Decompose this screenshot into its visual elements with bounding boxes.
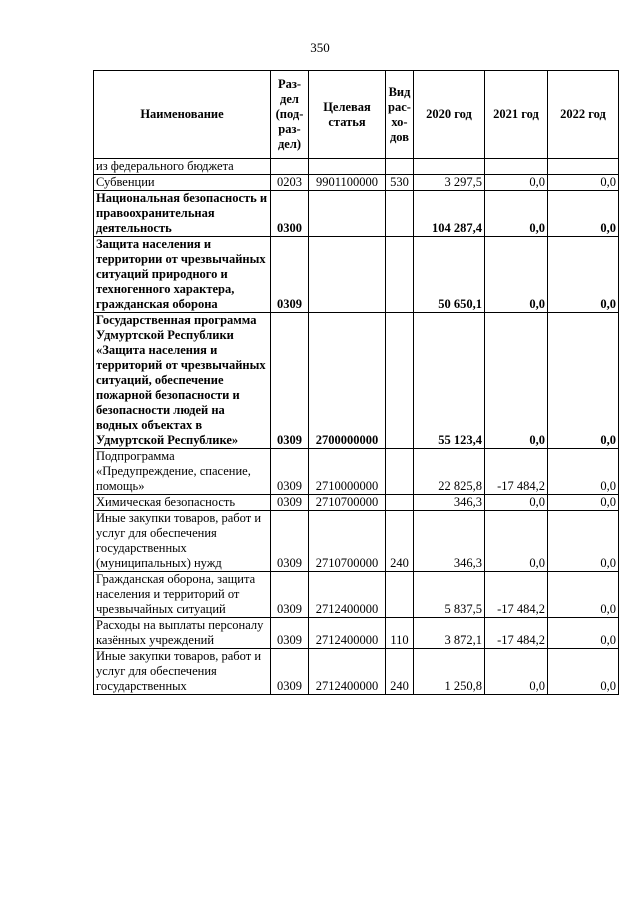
row-razdel-cell: 0300	[271, 191, 309, 237]
header-row	[94, 71, 619, 159]
row-vid-cell	[386, 572, 414, 618]
row-2020-cell	[414, 159, 485, 175]
row-razdel-cell: 0309	[271, 495, 309, 511]
row-name-cell: Субвенции	[94, 175, 271, 191]
row-2021-cell: 0,0	[485, 495, 548, 511]
budget-table	[93, 70, 619, 695]
row-name-cell: из федерального бюджета	[94, 159, 271, 175]
row-2021-cell: 0,0	[485, 175, 548, 191]
row-vid-cell: 110	[386, 618, 414, 649]
row-razdel-cell: 0309	[271, 649, 309, 695]
row-article-cell	[309, 237, 386, 313]
row-2020-cell: 50 650,1	[414, 237, 485, 313]
row-2021-cell: 0,0	[485, 191, 548, 237]
row-2022-cell: 0,0	[548, 618, 619, 649]
row-razdel-cell: 0309	[271, 618, 309, 649]
header-2022: 2022 год	[548, 71, 619, 159]
row-2021-cell: -17 484,2	[485, 449, 548, 495]
row-razdel-cell: 0309	[271, 511, 309, 572]
row-article-cell: 9901100000	[309, 175, 386, 191]
row-2021-cell	[485, 159, 548, 175]
row-2020-cell: 346,3	[414, 495, 485, 511]
row-article-cell	[309, 159, 386, 175]
table-row	[94, 572, 619, 618]
header-razdel: Раз- дел (под- раз- дел)	[271, 71, 309, 159]
row-vid-cell: 240	[386, 649, 414, 695]
row-article-cell: 2710700000	[309, 511, 386, 572]
row-article-cell: 2712400000	[309, 572, 386, 618]
row-2021-cell: 0,0	[485, 649, 548, 695]
header-2021: 2021 год	[485, 71, 548, 159]
table-row	[94, 159, 619, 175]
row-2022-cell: 0,0	[548, 313, 619, 449]
row-name-cell: Защита населения и территории от чрезвычайных ситуаций природного и техногенного характера, гражданская оборона	[94, 237, 271, 313]
row-2020-cell: 1 250,8	[414, 649, 485, 695]
row-2020-cell: 104 287,4	[414, 191, 485, 237]
row-article-cell: 2700000000	[309, 313, 386, 449]
row-2020-cell: 5 837,5	[414, 572, 485, 618]
row-2021-cell: 0,0	[485, 313, 548, 449]
table-row	[94, 449, 619, 495]
row-2022-cell: 0,0	[548, 649, 619, 695]
table-row	[94, 313, 619, 449]
row-razdel-cell	[271, 159, 309, 175]
page-number: 350	[310, 40, 330, 55]
row-2022-cell	[548, 159, 619, 175]
table-row	[94, 191, 619, 237]
row-vid-cell	[386, 313, 414, 449]
row-name-cell: Расходы на выплаты персоналу казённых учреждений	[94, 618, 271, 649]
row-razdel-cell: 0309	[271, 449, 309, 495]
row-2020-cell: 3 297,5	[414, 175, 485, 191]
row-vid-cell	[386, 159, 414, 175]
row-2020-cell: 346,3	[414, 511, 485, 572]
row-2022-cell: 0,0	[548, 191, 619, 237]
row-vid-cell	[386, 449, 414, 495]
row-razdel-cell: 0309	[271, 313, 309, 449]
row-article-cell	[309, 191, 386, 237]
table-row	[94, 175, 619, 191]
header-vid: Вид рас- хо- дов	[386, 71, 414, 159]
table-row	[94, 511, 619, 572]
row-2022-cell: 0,0	[548, 175, 619, 191]
row-article-cell: 2712400000	[309, 618, 386, 649]
header-name: Наименование	[94, 71, 271, 159]
row-vid-cell: 240	[386, 511, 414, 572]
row-2020-cell: 22 825,8	[414, 449, 485, 495]
row-article-cell: 2712400000	[309, 649, 386, 695]
row-name-cell: Государственная программа Удмуртской Республики «Защита населения и территорий от чрезвычайных ситуаций, обеспечение пожарной безопасности и безопасности людей на водных объектах в Удмуртской Республике»	[94, 313, 271, 449]
table-row	[94, 237, 619, 313]
row-2022-cell: 0,0	[548, 511, 619, 572]
row-vid-cell: 530	[386, 175, 414, 191]
header-2020: 2020 год	[414, 71, 485, 159]
row-2020-cell: 55 123,4	[414, 313, 485, 449]
row-name-cell: Национальная безопасность и правоохранительная деятельность	[94, 191, 271, 237]
row-2020-cell: 3 872,1	[414, 618, 485, 649]
row-name-cell: Химическая безопасность	[94, 495, 271, 511]
row-2022-cell: 0,0	[548, 495, 619, 511]
row-vid-cell	[386, 495, 414, 511]
row-name-cell: Гражданская оборона, защита населения и территорий от чрезвычайных ситуаций	[94, 572, 271, 618]
row-2022-cell: 0,0	[548, 572, 619, 618]
row-razdel-cell: 0309	[271, 237, 309, 313]
row-article-cell: 2710700000	[309, 495, 386, 511]
row-vid-cell	[386, 191, 414, 237]
row-2021-cell: 0,0	[485, 511, 548, 572]
table-row	[94, 495, 619, 511]
row-name-cell: Иные закупки товаров, работ и услуг для обеспечения государственных	[94, 649, 271, 695]
row-name-cell: Иные закупки товаров, работ и услуг для обеспечения государственных (муниципальных) нужд	[94, 511, 271, 572]
row-2021-cell: -17 484,2	[485, 572, 548, 618]
header-article: Целевая статья	[309, 71, 386, 159]
row-2021-cell: 0,0	[485, 237, 548, 313]
row-2022-cell: 0,0	[548, 237, 619, 313]
row-vid-cell	[386, 237, 414, 313]
row-article-cell: 2710000000	[309, 449, 386, 495]
row-2022-cell: 0,0	[548, 449, 619, 495]
row-2021-cell: -17 484,2	[485, 618, 548, 649]
table-row	[94, 618, 619, 649]
table-row	[94, 649, 619, 695]
row-name-cell: Подпрограмма «Предупреждение, спасение, помощь»	[94, 449, 271, 495]
row-razdel-cell: 0309	[271, 572, 309, 618]
row-razdel-cell: 0203	[271, 175, 309, 191]
